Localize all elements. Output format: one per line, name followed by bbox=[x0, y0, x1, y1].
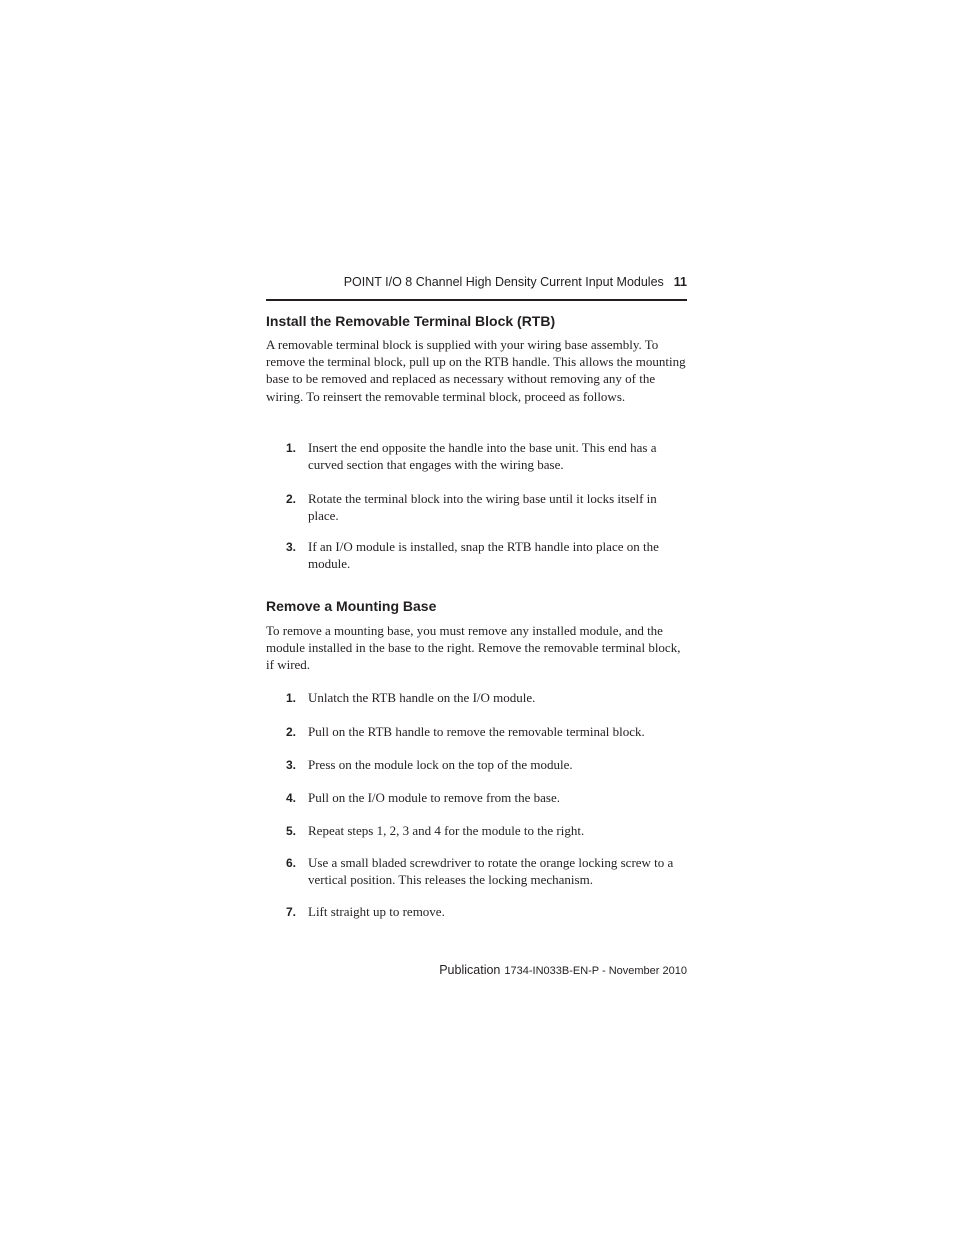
step-text: Press on the module lock on the top of the module. bbox=[308, 757, 573, 772]
header-title: POINT I/O 8 Channel High Density Current Input Modules bbox=[343, 275, 664, 289]
header-rule bbox=[266, 299, 687, 301]
step-number: 4. bbox=[286, 791, 297, 805]
step-text: Pull on the RTB handle to remove the removable terminal block. bbox=[308, 724, 645, 739]
list-item bbox=[286, 904, 687, 921]
list-item bbox=[286, 491, 687, 524]
list-item bbox=[286, 757, 687, 774]
list-item bbox=[286, 855, 687, 888]
step-text: Use a small bladed screwdriver to rotate the orange locking screw to a vertical position. This releases the locking mechanism. bbox=[308, 855, 674, 887]
step-number: 2. bbox=[286, 725, 297, 739]
step-text: Rotate the terminal block into the wiring base until it locks itself in place. bbox=[308, 491, 657, 523]
step-number: 1. bbox=[286, 441, 297, 455]
step-number: 5. bbox=[286, 824, 297, 838]
step-text: Lift straight up to remove. bbox=[308, 904, 445, 919]
step-text: If an I/O module is installed, snap the RTB handle into place on the module. bbox=[308, 539, 659, 571]
list-item bbox=[286, 823, 687, 840]
step-number: 3. bbox=[286, 758, 297, 772]
step-text: Unlatch the RTB handle on the I/O module. bbox=[308, 690, 536, 705]
step-number: 7. bbox=[286, 905, 297, 919]
publication-label: Publication bbox=[439, 963, 501, 977]
section-heading-remove-mounting-base: Remove a Mounting Base bbox=[266, 598, 437, 614]
list-item bbox=[286, 790, 687, 807]
step-text: Insert the end opposite the handle into the base unit. This end has a curved section that engages with the wiring base. bbox=[308, 440, 657, 472]
section-paragraph-remove-mounting-base: To remove a mounting base, you must remove any installed module, and the module installed in the base to the right. Remove the removable terminal block, if wired. bbox=[266, 623, 681, 673]
running-header bbox=[266, 275, 687, 295]
step-number: 3. bbox=[286, 540, 297, 554]
step-text: Pull on the I/O module to remove from the base. bbox=[308, 790, 561, 805]
step-number: 6. bbox=[286, 856, 297, 870]
list-item bbox=[286, 539, 687, 572]
list-item bbox=[286, 724, 687, 741]
step-number: 2. bbox=[286, 492, 297, 506]
section-paragraph-install-rtb: A removable terminal block is supplied with your wiring base assembly. To remove the terminal block, pull up on the RTB handle. This allows the mounting base to be removed and replaced as necessary without removing any of the wiring. To reinsert the removable terminal block, proceed as follows. bbox=[266, 337, 686, 404]
section-heading-install-rtb: Install the Removable Terminal Block (RTB) bbox=[266, 313, 556, 329]
page-number: 11 bbox=[673, 275, 687, 289]
page-footer bbox=[266, 961, 687, 979]
list-item bbox=[286, 440, 687, 473]
publication-number: 1734-IN033B-EN-P - November 2010 bbox=[504, 965, 687, 977]
list-item bbox=[286, 690, 687, 707]
step-text: Repeat steps 1, 2, 3 and 4 for the module to the right. bbox=[308, 823, 585, 838]
step-number: 1. bbox=[286, 691, 297, 705]
